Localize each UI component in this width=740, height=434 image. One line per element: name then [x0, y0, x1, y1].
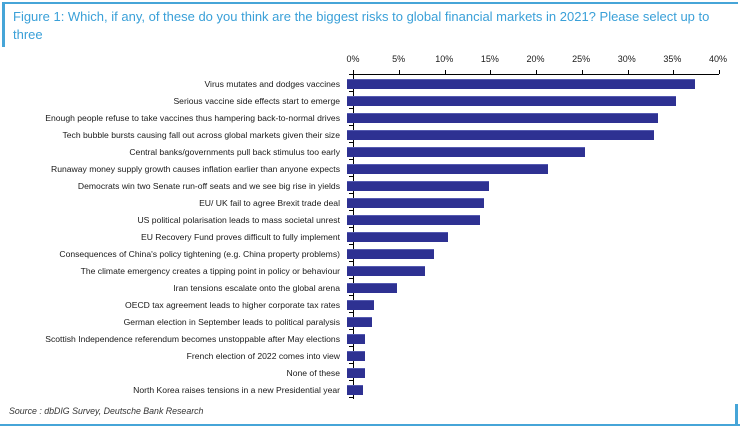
bar-row [0, 381, 740, 398]
bar [347, 368, 365, 378]
category-label: Iran tensions escalate onto the global arena [173, 282, 340, 293]
bar-track [346, 279, 712, 296]
category-label: North Korea raises tensions in a new Presidential year [133, 384, 340, 395]
x-axis-tick-label: 40% [708, 54, 728, 64]
frame-right-accent [735, 404, 738, 426]
bar-track [346, 313, 712, 330]
category-label: OECD tax agreement leads to higher corporate tax rates [125, 299, 340, 310]
category-label: The climate emergency creates a tipping point in policy or behaviour [80, 265, 340, 276]
category-label: Consequences of China's policy tightening (e.g. China property problems) [59, 248, 340, 259]
bar-track [346, 177, 712, 194]
y-axis-tick [349, 210, 353, 211]
y-axis-tick [349, 193, 353, 194]
bar-track [346, 211, 712, 228]
bar-row [0, 109, 740, 126]
y-axis-tick [349, 363, 353, 364]
bar-track [346, 262, 712, 279]
y-axis-tick [349, 380, 353, 381]
bar [347, 147, 585, 157]
bar-row [0, 211, 740, 228]
category-label: Democrats win two Senate run-off seats and we see big rise in yields [77, 180, 340, 191]
frame-top-border [2, 2, 738, 4]
category-label: US political polarisation leads to mass societal unrest [137, 214, 340, 225]
bar [347, 283, 397, 293]
bar-row [0, 228, 740, 245]
bar-track [346, 364, 712, 381]
y-axis-tick [349, 227, 353, 228]
category-label: Enough people refuse to take vaccines thus hampering back-to-normal drives [45, 112, 340, 123]
x-axis-tick-label: 25% [572, 54, 591, 64]
x-axis-tick [536, 70, 537, 74]
y-axis-tick [349, 74, 353, 75]
bar [347, 351, 365, 361]
category-label: None of these [286, 367, 340, 378]
y-axis-tick [349, 159, 353, 160]
category-label: EU/ UK fail to agree Brexit trade deal [199, 197, 340, 208]
x-axis-tick-label: 0% [346, 54, 360, 64]
bar-row [0, 279, 740, 296]
bar [347, 113, 658, 123]
bar [347, 181, 489, 191]
bar [347, 232, 448, 242]
bar-track [346, 245, 712, 262]
figure-title: Figure 1: Which, if any, of these do you think are the biggest risks to global financial markets in 2021? Please select up to three [13, 9, 710, 42]
bar-track [346, 330, 712, 347]
x-axis-tick [673, 70, 674, 74]
y-axis-tick [349, 312, 353, 313]
x-axis-tick [490, 70, 491, 74]
bar-row [0, 143, 740, 160]
bar-track [346, 143, 712, 160]
x-axis-tick-label: 30% [617, 54, 636, 64]
x-axis-tick-label: 5% [392, 54, 406, 64]
category-label: Virus mutates and dodges vaccines [204, 78, 340, 89]
bar-track [346, 381, 712, 398]
y-axis-tick [349, 244, 353, 245]
bar-track [346, 160, 712, 177]
bar [347, 385, 363, 395]
bar-row [0, 245, 740, 262]
category-label: Runaway money supply growth causes inflation earlier than anyone expects [50, 163, 340, 174]
bar-track [346, 228, 712, 245]
source-note: Source : dbDIG Survey, Deutsche Bank Research [9, 406, 204, 416]
bar [347, 164, 548, 174]
bar [347, 249, 434, 259]
x-axis-tick-label: 35% [663, 54, 682, 64]
y-axis-tick [349, 176, 353, 177]
bar [347, 215, 480, 225]
frame-left-accent [2, 2, 5, 47]
bar-track [346, 126, 712, 143]
y-axis-tick [349, 125, 353, 126]
bar-row [0, 194, 740, 211]
category-label: Scottish Independence referendum becomes unstoppable after May elections [45, 333, 340, 344]
bar-track [346, 109, 712, 126]
bar-track [346, 194, 712, 211]
bar [347, 79, 695, 89]
bar [347, 300, 374, 310]
bar-row [0, 262, 740, 279]
bar [347, 334, 365, 344]
category-label: Tech bubble bursts causing fall out across global markets given their size [62, 129, 340, 140]
bar [347, 96, 676, 106]
y-axis-tick [349, 108, 353, 109]
bar-row [0, 126, 740, 143]
bar [347, 317, 372, 327]
category-label: Central banks/governments pull back stimulus too early [129, 146, 340, 157]
bar [347, 130, 654, 140]
x-axis-tick [628, 70, 629, 74]
y-axis-tick [349, 91, 353, 92]
x-axis-tick [582, 70, 583, 74]
x-axis-tick [445, 70, 446, 74]
y-axis-tick [349, 278, 353, 279]
bar-track [346, 296, 712, 313]
category-label: German election in September leads to political paralysis [123, 316, 340, 327]
bar-row [0, 177, 740, 194]
y-axis-tick [349, 295, 353, 296]
bar-row [0, 364, 740, 381]
bar-row [0, 313, 740, 330]
bar-track [346, 347, 712, 364]
chart-rows [0, 75, 740, 398]
frame-bottom-border [0, 424, 740, 426]
x-axis-tick-label: 20% [526, 54, 545, 64]
category-label: Serious vaccine side effects start to emerge [173, 95, 340, 106]
bar-row [0, 160, 740, 177]
bar-row [0, 347, 740, 364]
bar-row [0, 330, 740, 347]
bar-row [0, 296, 740, 313]
x-axis-tick-labels [346, 54, 728, 66]
x-axis-tick [399, 70, 400, 74]
bar [347, 266, 425, 276]
x-axis-tick-label: 10% [435, 54, 454, 64]
bar-row [0, 75, 740, 92]
y-axis-tick [349, 142, 353, 143]
y-axis-tick [349, 261, 353, 262]
bar [347, 198, 484, 208]
bar-track [346, 92, 712, 109]
bar-track [346, 75, 712, 92]
y-axis-tick [349, 346, 353, 347]
bar-row [0, 92, 740, 109]
x-axis-tick-label: 15% [480, 54, 499, 64]
x-axis-tick [719, 70, 720, 74]
y-axis-tick [349, 329, 353, 330]
category-label: French election of 2022 comes into view [186, 350, 340, 361]
y-axis-tick [349, 397, 353, 398]
category-label: EU Recovery Fund proves difficult to fully implement [140, 231, 340, 242]
